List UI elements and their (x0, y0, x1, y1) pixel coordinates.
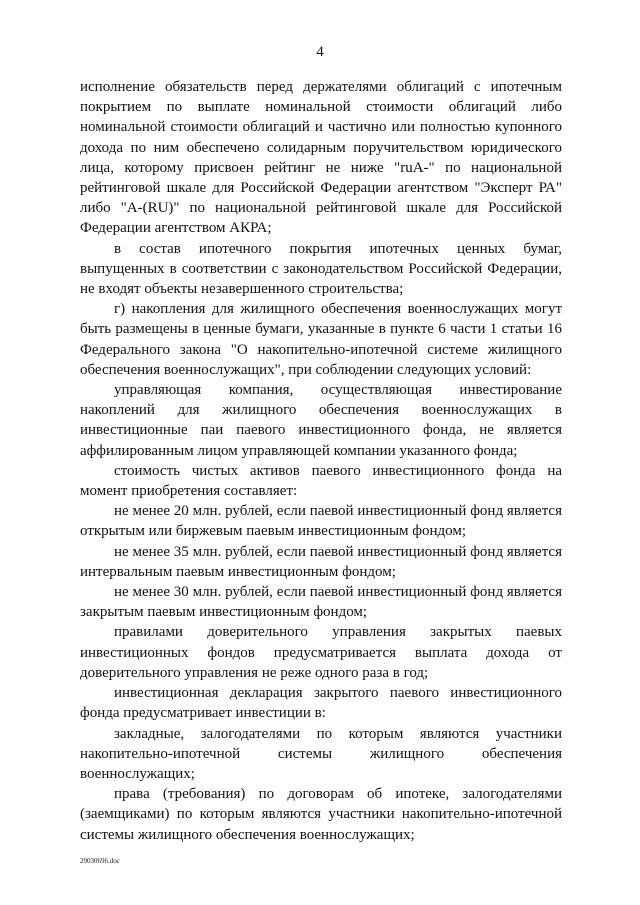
footer-file-name: 29030696.doc (80, 857, 120, 865)
paragraph-10: инвестиционная декларация закрытого паевого инвестиционного фонда предусматривает инвестиции в: (80, 685, 562, 722)
paragraph-5: стоимость чистых активов паевого инвестиционного фонда на момент приобретения составляет: (80, 462, 562, 500)
paragraph-7: не менее 35 млн. рублей, если паевой инвестиционный фонд является интервальным паевым инвестиционным фондом; (80, 543, 562, 580)
document-body (80, 77, 562, 845)
paragraph-9: правилами доверительного управления закрытых паевых инвестиционных фондов предусматривается выплата дохода от доверительного управления не реже одного раза в год; (80, 624, 562, 681)
paragraph-6: не менее 20 млн. рублей, если паевой инвестиционный фонд является открытым или биржевым паевым инвестиционным фондом; (80, 503, 562, 540)
page-number: 4 (316, 44, 324, 60)
paragraph-12: права (требования) по договорам об ипотеке, залогодателями (заемщиками) по которым являются участники накопительно-ипотечной системы жилищного обеспечения военнослужащих; (80, 786, 562, 843)
paragraph-8: не менее 30 млн. рублей, если паевой инвестиционный фонд является закрытым паевым инвестиционным фондом; (80, 584, 562, 621)
paragraph-1: исполнение обязательств перед держателями облигаций с ипотечным покрытием по выплате номинальной стоимости облигаций либо номинальной стоимости облигаций и частично или полностью купонного дохода по ним обеспечено солидарным поручительством юридического лица, которому присвоен рейтинг не ниже "ruA-" по национальной рейтинговой шкале для Российской Федерации агентством "Эксперт РА" либо "A-(RU)" по национальной рейтинговой шкале для Российской Федерации агентством АКРА; (80, 79, 562, 237)
paragraph-3: г) накопления для жилищного обеспечения военнослужащих могут быть размещены в ценные бумаги, указанные в пункте 6 части 1 статьи 16 Федерального закона "О накопительно-ипотечной системе жилищного обеспечения военнослужащих", при соблюдении следующих условий: (80, 301, 562, 378)
paragraph-11: закладные, залогодателями по которым являются участники накопительно-ипотечной системы жилищного обеспечения военнослужащих; (80, 725, 562, 782)
paragraph-2: в состав ипотечного покрытия ипотечных ценных бумаг, выпущенных в соответствии с законодательством Российской Федерации, не входят объекты незавершенного строительства; (80, 240, 562, 298)
paragraph-4: управляющая компания, осуществляющая инвестирование накоплений для жилищного обеспечения военнослужащих в инвестиционные паи паевого инвестиционного фонда, не является аффилированным лицом управляющей компании указанного фонда; (80, 382, 562, 459)
